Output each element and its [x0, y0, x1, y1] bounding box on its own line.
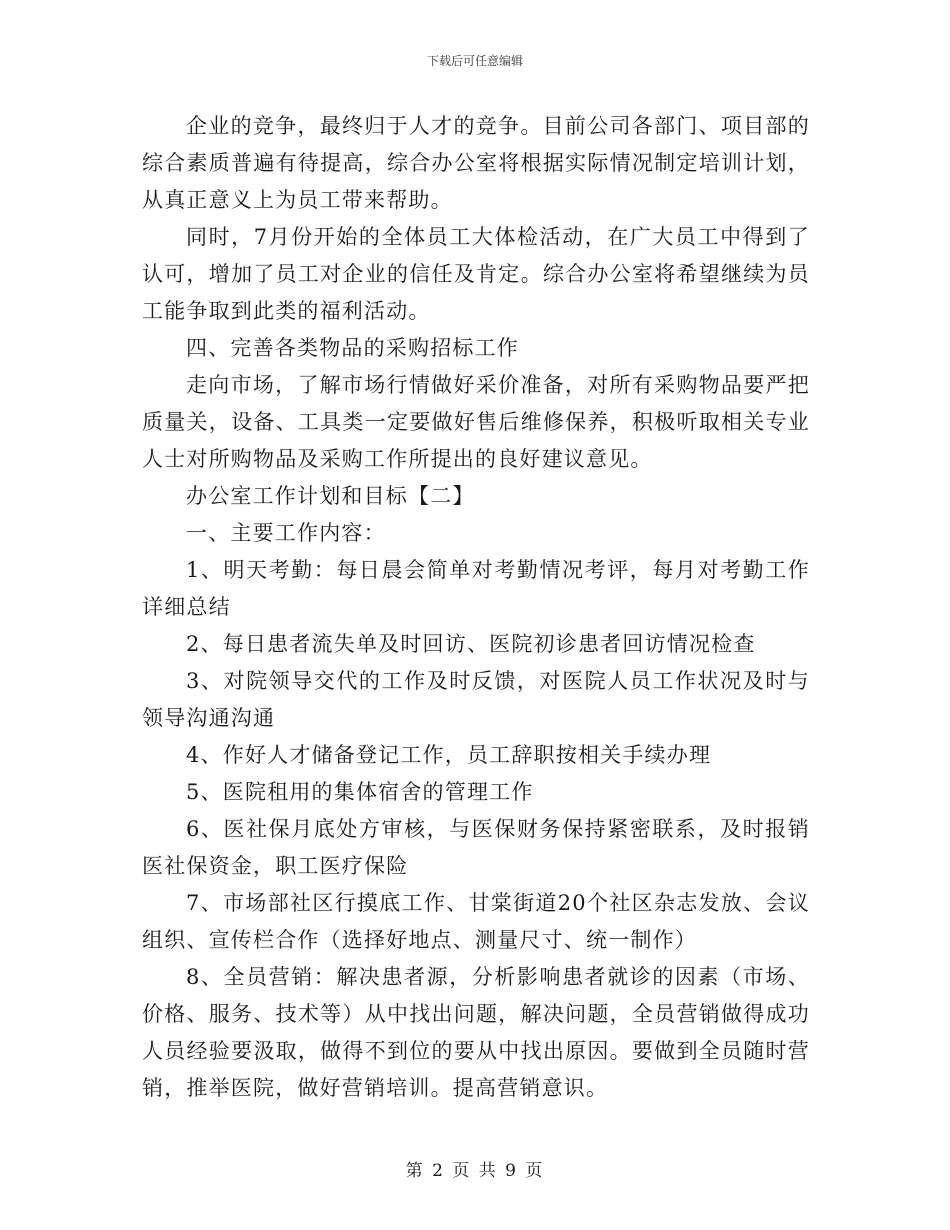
list-item-social-insurance: 6、医社保月底处方审核，与医保财务保持紧密联系，及时报销医社保资金，职工医疗保险 — [142, 817, 810, 878]
section-heading-main-work: 一、主要工作内容： — [186, 521, 386, 545]
list-item-patient-followup: 2、每日患者流失单及时回访、医院初诊患者回访情况检查 — [186, 632, 756, 656]
paragraph-procurement: 走向市场，了解市场行情做好采价准备，对所有采购物品要严把质量关，设备、工具类一定要做好售后维修保养，积极听取相关专业人士对所购物品及采购工作所提出的良好建议意见。 — [142, 373, 810, 471]
list-item-full-staff-marketing: 8、全员营销：解决患者源，分析影响患者就诊的因素（市场、价格、服务、技术等）从中找出问题，解决问题，全员营销做得成功人员经验要汲取，做得不到位的要从中找出原因。要做到全员随时营销，推举医院，做好营销培训。提高营销意识。 — [142, 965, 810, 1100]
paragraph-talent-competition: 企业的竞争，最终归于人才的竞争。目前公司各部门、项目部的综合素质普遍有待提高，综合办公室将根据实际情况制定培训计划，从真正意义上为员工带来帮助。 — [142, 114, 810, 212]
list-item-leadership-feedback: 3、对院领导交代的工作及时反馈，对医院人员工作状况及时与领导沟通沟通 — [142, 669, 810, 730]
page-header: 下载后可任意编辑 — [426, 54, 523, 68]
section-title-plan-two: 办公室工作计划和目标【二】 — [186, 484, 475, 508]
paragraph-health-checkup: 同时，7月份开始的全体员工大体检活动，在广大员工中得到了认可，增加了员工对企业的信任及肯定。综合办公室将希望继续为员工能争取到此类的福利活动。 — [142, 225, 810, 323]
list-item-talent-reserve: 4、作好人才储备登记工作，员工辞职按相关手续办理 — [186, 743, 712, 767]
list-item-community-marketing: 7、市场部社区行摸底工作、甘棠街道20个社区杂志发放、会议组织、宣传栏合作（选择好地点、测量尺寸、统一制作） — [142, 891, 810, 952]
list-item-dormitory: 5、医院租用的集体宿舍的管理工作 — [186, 780, 534, 804]
list-item-attendance: 1、明天考勤：每日晨会简单对考勤情况考评，每月对考勤工作详细总结 — [142, 558, 810, 619]
document-body — [142, 108, 810, 1107]
page-number: 第 2 页 共 9 页 — [405, 1161, 545, 1181]
section-heading-procurement: 四、完善各类物品的采购招标工作 — [186, 336, 519, 360]
